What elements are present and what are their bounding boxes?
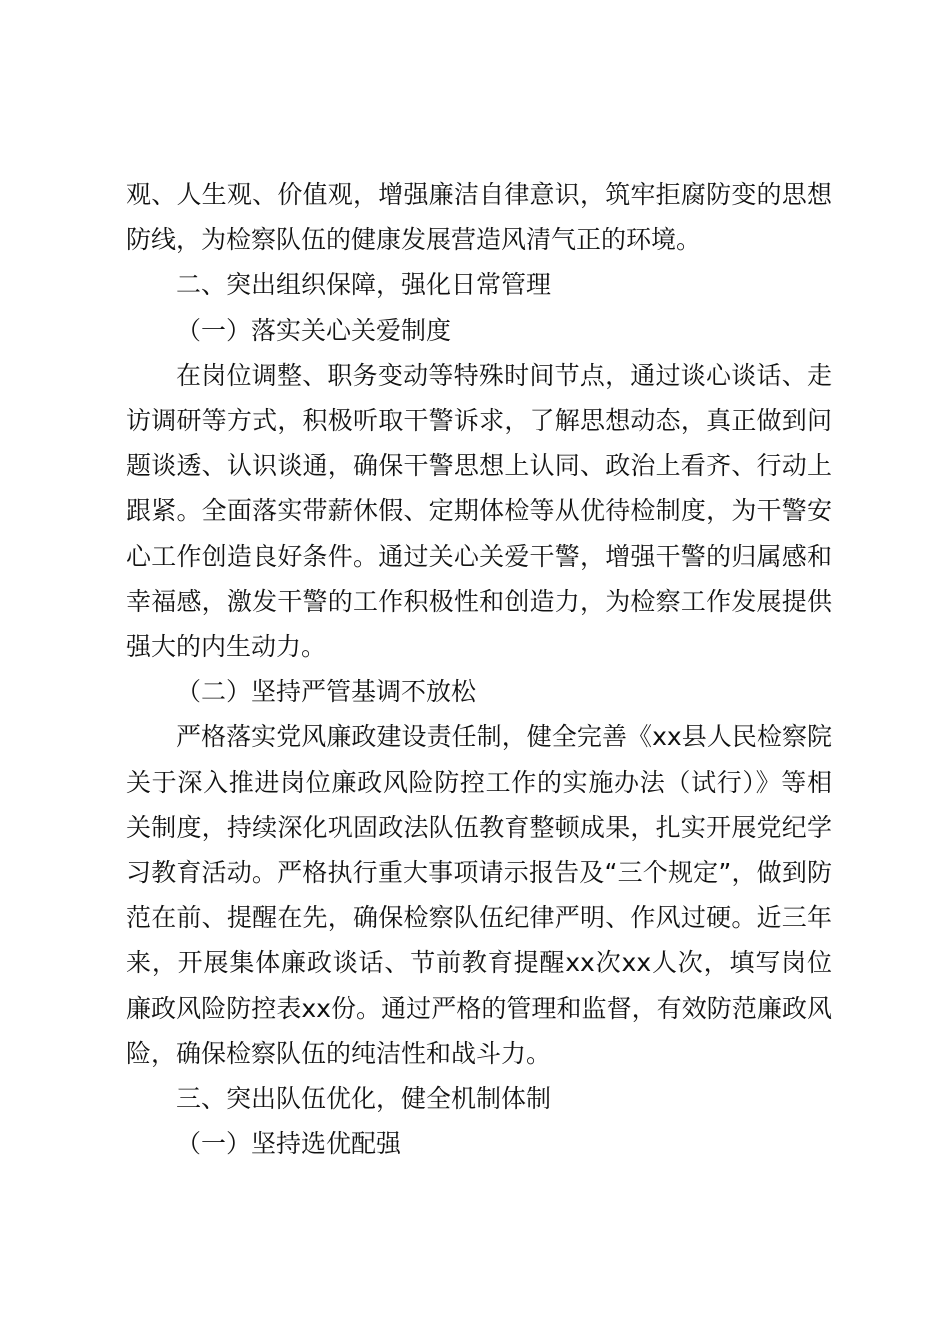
paragraph-strict-management: 严格落实党风廉政建设责任制，健全完善《xx县人民检察院关于深入推进岗位廉政风险防控工作的实施办法（试行）》等相关制度，持续深化巩固政法队伍教育整顿成果，扎实开展党纪学习教育活动。严格执行重大事项请示报告及“三个规定”，做到防范在前、提醒在先，确保检察队伍纪律严明、作风过硬。近三年来，开展集体廉政谈话、节前教育提醒xx次xx人次，填写岗位廉政风险防控表xx份。通过严格的管理和监督，有效防范廉政风险，确保检察队伍的纯洁性和战斗力。 (126, 722, 832, 1068)
subheading-care-system: （一）落实关心关爱制度 (176, 315, 452, 345)
paragraph-continuation: 观、人生观、价值观，增强廉洁自律意识，筑牢拒腐防变的思想防线，为检察队伍的健康发展营造风清气正的环境。 (126, 180, 832, 255)
document-body (126, 172, 832, 1166)
subheading-strict-management: （二）坚持严管基调不放松 (176, 677, 477, 707)
section-heading-2: 二、突出组织保障，强化日常管理 (176, 270, 552, 300)
subheading-select-best: （一）坚持选优配强 (176, 1129, 402, 1159)
section-heading-3: 三、突出队伍优化，健全机制体制 (176, 1084, 552, 1114)
paragraph-care-system: 在岗位调整、职务变动等特殊时间节点，通过谈心谈话、走访调研等方式，积极听取干警诉求，了解思想动态，真正做到问题谈透、认识谈通，确保干警思想上认同、政治上看齐、行动上跟紧。全面落实带薪休假、定期体检等从优待检制度，为干警安心工作创造良好条件。通过关心关爱干警，增强干警的归属感和幸福感，激发干警的工作积极性和创造力，为检察工作发展提供强大的内生动力。 (126, 360, 832, 662)
